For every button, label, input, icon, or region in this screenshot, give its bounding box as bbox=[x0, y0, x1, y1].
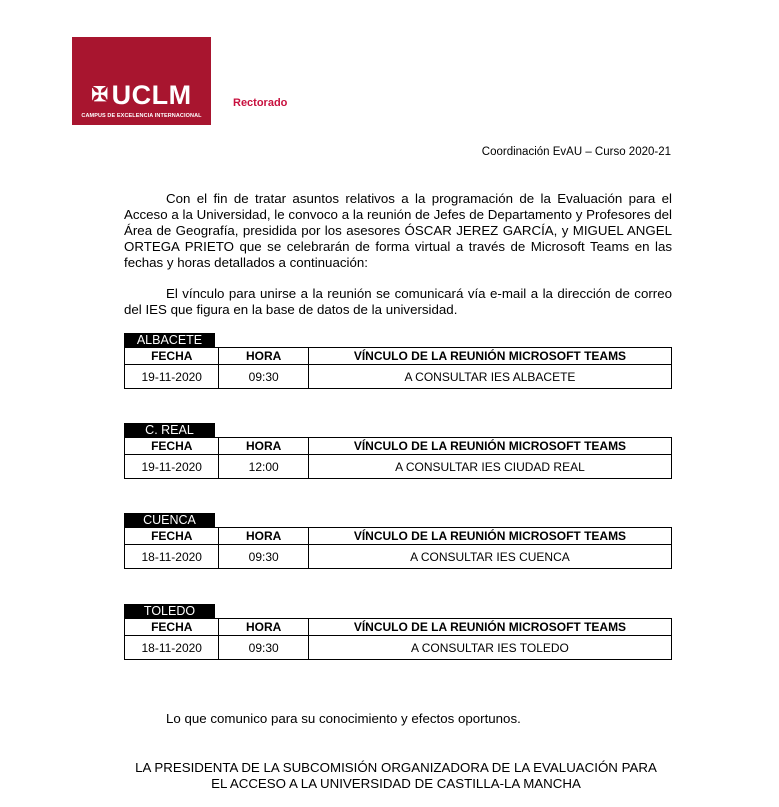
intro-paragraph: Con el fin de tratar asuntos relativos a la programación de la Evaluación para el Acceso a la Universidad, le convoco a la reunión de Jefes de Departamento y Profesores del Área de Geografía, presidida por los asesores ÓSCAR JEREZ GARCÍA, y MIGUEL ANGEL ORTEGA PRIETO que se celebrarán de forma virtual a través de Microsoft Teams en las fechas y horas detallados a continuación: bbox=[124, 191, 672, 270]
city-label: C. REAL bbox=[124, 423, 215, 437]
logo-text: UCLM bbox=[111, 80, 192, 110]
link-header: VÍNCULO DE LA REUNIÓN MICROSOFT TEAMS bbox=[308, 438, 671, 455]
meeting-table bbox=[124, 347, 672, 389]
meeting-block-ciudad-real bbox=[124, 423, 672, 479]
link-cell: A CONSULTAR IES CIUDAD REAL bbox=[308, 455, 671, 479]
table-header-row bbox=[125, 348, 672, 365]
time-header: HORA bbox=[219, 438, 308, 455]
closing-sentence: Lo que comunico para su conocimiento y efectos oportunos. bbox=[166, 711, 521, 726]
link-header: VÍNCULO DE LA REUNIÓN MICROSOFT TEAMS bbox=[308, 528, 671, 545]
meeting-table bbox=[124, 618, 672, 660]
table-header-row bbox=[125, 619, 672, 636]
signature-block bbox=[100, 760, 692, 792]
link-cell: A CONSULTAR IES CUENCA bbox=[308, 545, 671, 569]
uclm-logo bbox=[72, 37, 211, 125]
meeting-block-albacete bbox=[124, 333, 672, 389]
meeting-block-toledo bbox=[124, 604, 672, 660]
time-cell: 09:30 bbox=[219, 636, 308, 660]
coordination-line: Coordinación EvAU – Curso 2020-21 bbox=[481, 146, 671, 158]
link-paragraph: El vínculo para unirse a la reunión se comunicará vía e-mail a la dirección de correo del IES que figura en la base de datos de la universidad. bbox=[124, 286, 672, 317]
link-header: VÍNCULO DE LA REUNIÓN MICROSOFT TEAMS bbox=[308, 348, 671, 365]
time-header: HORA bbox=[219, 619, 308, 636]
signature-line-2: EL ACCESO A LA UNIVERSIDAD DE CASTILLA-LA MANCHA bbox=[211, 776, 581, 791]
date-header: FECHA bbox=[125, 619, 219, 636]
city-label: CUENCA bbox=[124, 513, 215, 527]
date-header: FECHA bbox=[125, 528, 219, 545]
time-cell: 09:30 bbox=[219, 365, 308, 389]
crest-icon: ✠ bbox=[91, 84, 109, 106]
table-row bbox=[125, 455, 672, 479]
date-cell: 19-11-2020 bbox=[125, 365, 219, 389]
link-header: VÍNCULO DE LA REUNIÓN MICROSOFT TEAMS bbox=[308, 619, 671, 636]
logo-subtitle: CAMPUS DE EXCELENCIA INTERNACIONAL bbox=[81, 113, 202, 119]
meeting-table bbox=[124, 437, 672, 479]
signature-line-1: LA PRESIDENTA DE LA SUBCOMISIÓN ORGANIZADORA DE LA EVALUACIÓN PARA bbox=[135, 760, 657, 775]
time-header: HORA bbox=[219, 528, 308, 545]
city-label: TOLEDO bbox=[124, 604, 215, 618]
time-cell: 09:30 bbox=[219, 545, 308, 569]
time-cell: 12:00 bbox=[219, 455, 308, 479]
date-header: FECHA bbox=[125, 348, 219, 365]
meeting-table bbox=[124, 527, 672, 569]
date-header: FECHA bbox=[125, 438, 219, 455]
table-header-row bbox=[125, 528, 672, 545]
date-cell: 19-11-2020 bbox=[125, 455, 219, 479]
link-cell: A CONSULTAR IES ALBACETE bbox=[308, 365, 671, 389]
table-row bbox=[125, 636, 672, 660]
meeting-block-cuenca bbox=[124, 513, 672, 569]
date-cell: 18-11-2020 bbox=[125, 545, 219, 569]
date-cell: 18-11-2020 bbox=[125, 636, 219, 660]
link-cell: A CONSULTAR IES TOLEDO bbox=[308, 636, 671, 660]
time-header: HORA bbox=[219, 348, 308, 365]
table-row bbox=[125, 545, 672, 569]
office-name: Rectorado bbox=[233, 97, 288, 109]
city-label: ALBACETE bbox=[124, 333, 215, 347]
table-header-row bbox=[125, 438, 672, 455]
table-row bbox=[125, 365, 672, 389]
